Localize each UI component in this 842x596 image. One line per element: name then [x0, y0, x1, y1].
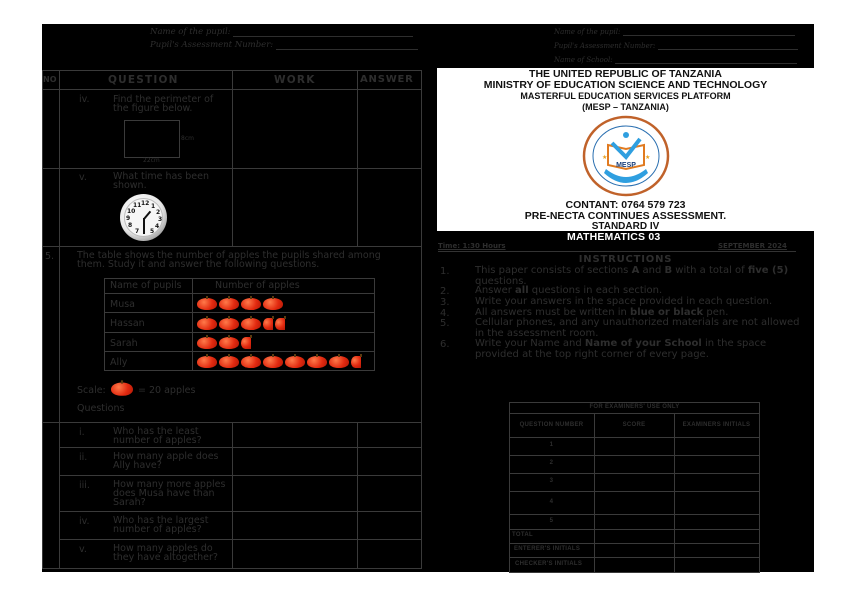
apple-row	[197, 354, 361, 368]
apple-icon	[219, 354, 239, 368]
pictograph-header-count: Number of apples	[215, 280, 300, 291]
checker-initials-label: CHECKER'S INITIALS	[515, 561, 583, 567]
table-bottom-border	[42, 568, 422, 569]
apple-icon	[197, 354, 217, 368]
row-border	[59, 511, 422, 512]
sub-question-text: Who has the largest number of apples?	[113, 515, 209, 535]
sub-question-number: iv.	[79, 516, 90, 527]
apple-icon	[241, 354, 261, 368]
col-header-question-number: QUESTION NUMBER	[519, 422, 584, 428]
col-header-question: QUESTION	[108, 74, 179, 86]
exam-date: SEPTEMBER 2024	[718, 242, 787, 250]
sub-question-text: How many apples do they have altogether?	[113, 543, 218, 563]
instruction-text: Cellular phones, and any unauthorized materials are not allowed in the assessment room.	[475, 317, 800, 339]
republic-title: THE UNITED REPUBLIC OF TANZANIA	[529, 68, 722, 80]
ministry-title: MINISTRY OF EDUCATION SCIENCE AND TECHNOLOGY	[483, 79, 768, 91]
work-cell[interactable]	[233, 90, 357, 168]
question-number: v.	[79, 172, 87, 183]
question-number-cell: 1	[549, 442, 554, 448]
question-text: What time has been shown.	[113, 171, 210, 191]
pupil-name-field[interactable]	[150, 27, 413, 37]
col-border	[421, 70, 422, 568]
col-border	[42, 70, 43, 568]
apple-icon	[197, 335, 217, 349]
pupil-name: Hassan	[110, 318, 145, 329]
instruction-number: 2.	[440, 286, 450, 297]
divider	[438, 251, 796, 252]
apple-icon	[241, 316, 261, 330]
col-border	[357, 422, 358, 568]
mesp-logo	[582, 115, 670, 197]
question-text: Find the perimeter of the figure below.	[113, 94, 214, 114]
instruction-number: 3.	[440, 297, 450, 308]
instruction-text: Answer all questions in each section.	[475, 285, 663, 296]
col-header-score: SCORE	[622, 422, 646, 428]
assessment-number-line[interactable]	[276, 49, 418, 50]
row-border	[59, 539, 422, 540]
col-header-answer: ANSWER	[360, 74, 414, 85]
sub-question-number: v.	[79, 544, 87, 555]
pupil-name-label: Name of the pupil:	[150, 27, 231, 37]
apple-icon	[241, 296, 261, 310]
assessment-number-label: Pupil's Assessment Number:	[150, 40, 274, 50]
width-label: 22cm	[143, 157, 160, 164]
apple-icon	[263, 296, 283, 310]
time-allowed: Time: 1:30 Hours	[438, 242, 506, 250]
contact-line: CONTANT: 0764 579 723	[565, 199, 686, 211]
instruction-number: 1.	[440, 266, 450, 277]
apple-icon	[197, 316, 217, 330]
pupil-name: Musa	[110, 299, 135, 310]
pupil-name-label: Name of the pupil:	[554, 28, 621, 36]
exam-page	[42, 24, 814, 572]
svg-text:★: ★	[645, 154, 651, 161]
sub-question-number: iii.	[79, 480, 90, 491]
assessment-number-field[interactable]	[150, 40, 418, 50]
sub-question-text: How many apple does Ally have?	[113, 451, 219, 471]
apple-icon	[263, 354, 283, 368]
sub-question-number: i.	[79, 427, 85, 438]
platform-title: MASTERFUL EDUCATION SERVICES PLATFORM	[520, 91, 731, 101]
instruction-text: Write your answers in the space provided in each question.	[475, 296, 773, 307]
pupil-name-line[interactable]	[623, 35, 795, 36]
sub-question-text: Who has the least number of apples?	[113, 426, 202, 446]
apple-row	[197, 335, 251, 349]
instructions-title: INSTRUCTIONS	[578, 254, 673, 265]
rectangle-figure	[124, 120, 180, 158]
row-border	[59, 447, 422, 448]
height-label: 8cm	[181, 135, 194, 142]
sub-question-number: ii.	[79, 452, 88, 463]
apple-icon	[219, 316, 239, 330]
platform-subtitle: (MESP – TANZANIA)	[582, 102, 669, 112]
question-number-cell: 5	[549, 518, 554, 524]
assessment-number-label: Pupil's Assessment Number:	[554, 42, 656, 50]
pictograph-header-name: Name of pupils	[110, 280, 182, 291]
exam-banner	[437, 68, 814, 231]
apple-icon	[329, 354, 349, 368]
apple-icon	[111, 380, 133, 395]
row-border	[42, 246, 422, 247]
scale-value: = 20 apples	[138, 385, 196, 396]
instruction-number: 5.	[440, 318, 450, 329]
examiners-title: FOR EXAMINERS' USE ONLY	[589, 404, 680, 410]
question-number: 5.	[45, 251, 55, 262]
answer-cell[interactable]	[358, 169, 421, 246]
question-number: iv.	[79, 94, 90, 105]
col-header-examiners-initials: EXAMINERS INITIALS	[682, 422, 751, 428]
assessment-number-line[interactable]	[658, 49, 798, 50]
questions-label: Questions	[77, 403, 125, 414]
row-border	[59, 475, 422, 476]
pupil-name-field[interactable]	[554, 28, 795, 36]
sub-question-text: How many more apples does Musa have than Sarah?	[113, 479, 226, 508]
apple-row	[197, 316, 285, 330]
school-name-line[interactable]	[615, 63, 797, 64]
answer-cell[interactable]	[358, 90, 421, 168]
instruction-number: 6.	[440, 339, 450, 350]
instruction-text: This paper consists of sections A and B with a total of five (5) questions.	[475, 265, 789, 287]
svg-text:★: ★	[602, 154, 608, 161]
apple-icon	[219, 296, 239, 310]
pupil-name-line[interactable]	[233, 36, 413, 37]
half-apple-icon	[351, 354, 361, 368]
standard-line: STANDARD IV	[591, 221, 660, 232]
enterer-initials-label: ENTERER'S INITIALS	[514, 546, 581, 552]
scale-label: Scale:	[77, 385, 106, 396]
question-number-cell: 2	[549, 460, 554, 466]
col-header-work: WORK	[274, 74, 316, 86]
half-apple-icon	[275, 316, 285, 330]
apple-icon	[219, 335, 239, 349]
half-apple-icon	[263, 316, 273, 330]
col-border	[59, 70, 60, 568]
instruction-text: Write your Name and Name of your School in the space provided at the top right corner of every page.	[475, 338, 767, 360]
school-name-label: Name of School:	[554, 56, 613, 64]
question-number-cell: 4	[549, 499, 554, 505]
pupil-name: Ally	[110, 357, 128, 368]
question-intro: The table shows the number of apples the pupils shared among them. Study it and answer the following questions.	[77, 250, 381, 270]
instruction-number: 4.	[440, 308, 450, 319]
svg-text:MESP: MESP	[616, 162, 636, 169]
half-apple-icon	[241, 335, 251, 349]
work-cell[interactable]	[233, 169, 357, 246]
school-name-field[interactable]	[554, 56, 797, 64]
clock-icon: 12 1 2 3 4 5 7 8 9 10 11	[120, 194, 167, 241]
apple-icon	[197, 296, 217, 310]
apple-row	[197, 296, 283, 310]
instruction-text: All answers must be written in blue or black pen.	[475, 307, 729, 318]
apple-icon	[307, 354, 327, 368]
assessment-line: PRE-NECTA CONTINUES ASSESSMENT.	[524, 210, 727, 222]
subject-title: MATHEMATICS 03	[567, 231, 661, 243]
question-number-cell: 3	[549, 478, 554, 484]
assessment-number-field[interactable]	[554, 42, 798, 50]
pupil-name: Sarah	[110, 338, 138, 349]
total-label: TOTAL	[512, 532, 533, 538]
col-header-no: NO	[43, 75, 57, 84]
apple-icon	[285, 354, 305, 368]
